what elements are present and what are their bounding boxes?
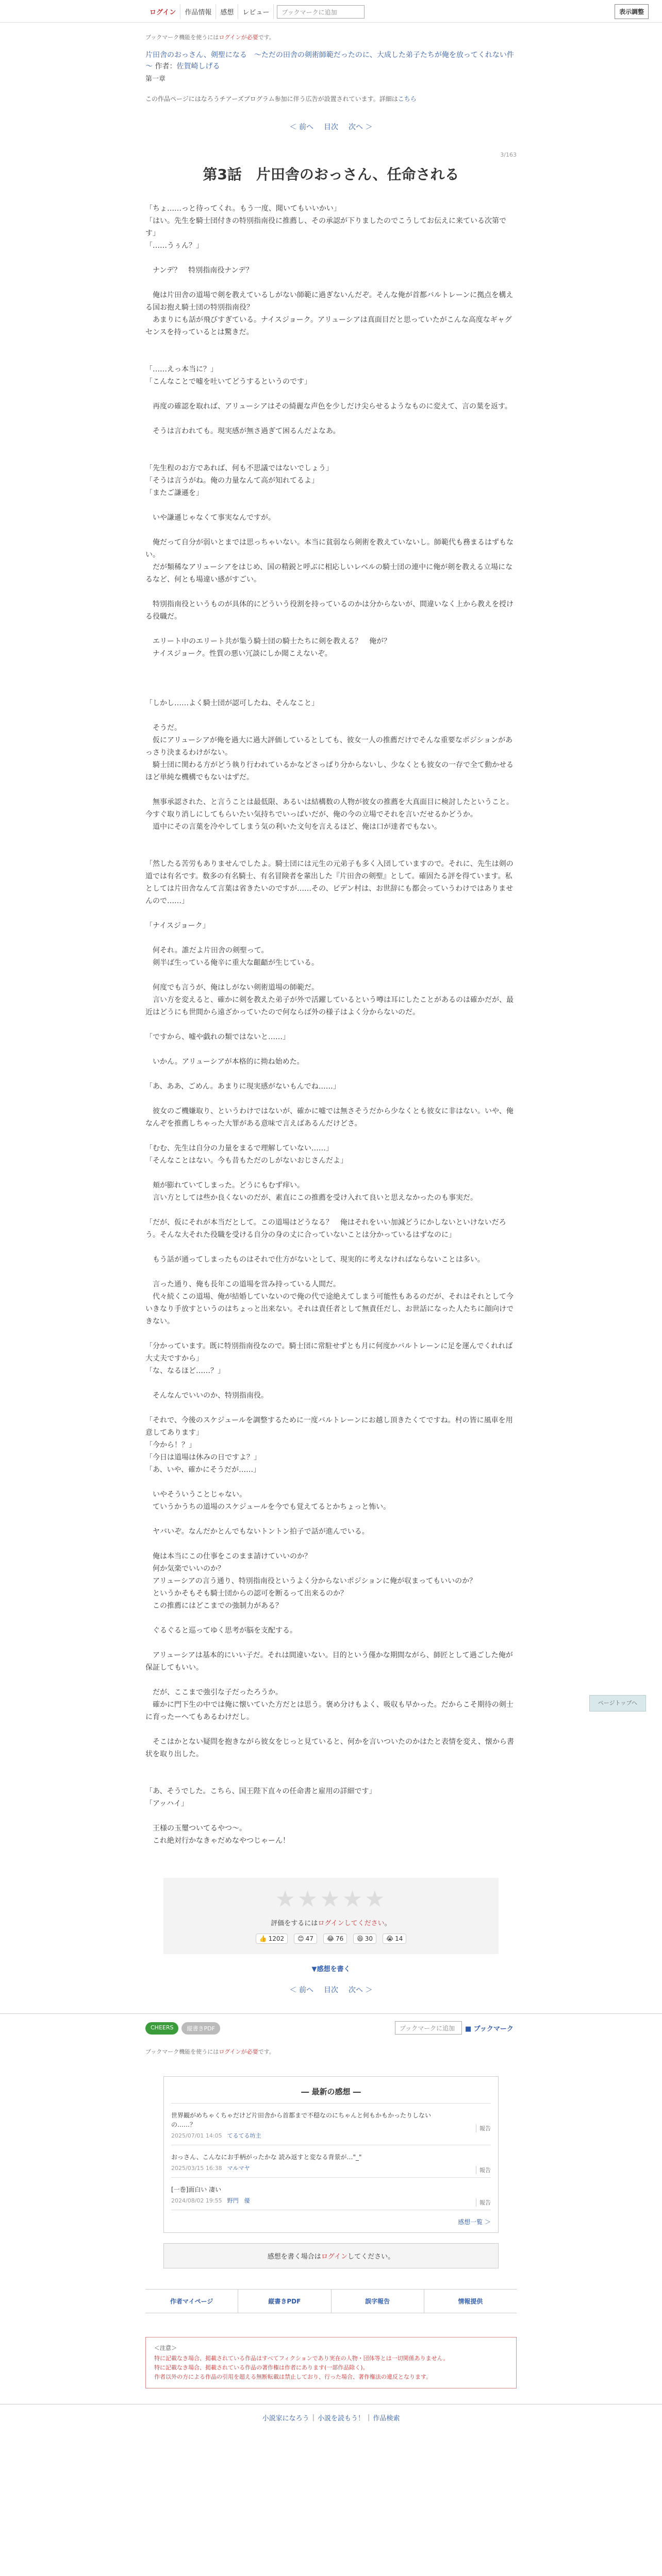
badges — [145, 2022, 220, 2035]
warning-line: 特に記載なき場合、掲載されている作品の著作権は作者にあります(一部作品除く)。 — [154, 2364, 369, 2371]
pdf-badge[interactable]: 縦書きPDF — [181, 2022, 220, 2035]
impression-date: 2024/08/02 19:55 — [171, 2197, 222, 2204]
impression-report[interactable]: 報告 — [476, 2166, 491, 2174]
body-paragraph: 「あ、ああ、ごめん。あまりに現実感がないもんでね……」 — [145, 1082, 340, 1091]
body-paragraph — [145, 1167, 517, 1179]
body-paragraph: 何か気楽でいいのか？ — [145, 1565, 225, 1573]
display-settings-button[interactable]: 表示調整 — [615, 4, 649, 19]
chapter-section: 第一章 — [145, 75, 166, 83]
body-paragraph — [145, 709, 517, 722]
body-paragraph — [145, 969, 517, 981]
body-paragraph — [145, 1043, 517, 1056]
body-paragraph: そんなんでいいのか、特別指南役。 — [145, 1392, 268, 1400]
body-paragraph — [145, 351, 517, 363]
review-link[interactable]: レビュー — [238, 4, 274, 19]
body-paragraph: 俺だって自分が弱いとまでは思っちゃいない。本当に貧弱なら剣術を教えていないし。師範代も務まるはずもない。 — [145, 538, 514, 559]
site-footer — [0, 2404, 662, 2431]
body-paragraph: 「むむ、先生は自分の力量をまるで理解していない……」 — [145, 1144, 333, 1153]
impression-text[interactable]: おっさん、こんなにお手柄がったかな 読み返すと変なる背景が…"_" — [171, 2154, 362, 2161]
body-paragraph — [145, 1513, 517, 1526]
body-paragraph: 「あ、そうでした。こちら、国王陛下直々の任命書と雇用の詳細です」 — [145, 1787, 376, 1795]
body-paragraph — [145, 1068, 517, 1080]
body-paragraph: 何度でも言うが、俺はしがない剣術道場の師範だ。 — [145, 984, 319, 992]
body-paragraph — [145, 586, 517, 598]
reaction-count: 47 — [305, 1935, 313, 1942]
reaction-icon: 😆 — [357, 1935, 363, 1942]
reaction-icon: 😭 — [386, 1935, 394, 1942]
top-nav — [145, 4, 365, 19]
body-paragraph: ぐるぐると巡ってゆく思考が脳を支配する。 — [145, 1626, 297, 1635]
impression-text[interactable]: [一巻]面白い 凄い — [171, 2186, 222, 2193]
reaction-button[interactable] — [256, 1934, 288, 1944]
body-paragraph: 「はい。先生を騎士団付きの特別指南役に推薦し、その承認が下りましたのでこうしてお伝えに来ている次第です」 — [145, 217, 506, 238]
main-content — [145, 33, 517, 1995]
chapter-title: 第3話 片田舎のおっさん、任命される — [203, 166, 459, 183]
body-paragraph: ナイスジョーク。性質の悪い冗談にしか聞こえないぞ。 — [145, 650, 332, 658]
body-paragraph: アリューシアは基本的にいい子だ。それは間違いない。目的という僅かな期間ながら、師匠として過ごした俺が保証してもいい。 — [145, 1651, 513, 1672]
footer-separator: | — [312, 2414, 315, 2421]
ad-notice: この作品ページにはなろうチアーズプログラム参加に伴う広告が設置されています。詳細はこちら — [145, 95, 417, 103]
copyright-warning — [145, 2337, 517, 2388]
body-paragraph — [145, 388, 517, 400]
page-number: 3/163 — [500, 151, 517, 158]
impression-item — [171, 2178, 491, 2210]
body-paragraph: 頬が膨れていてしまった。どうにもむず痒い。 — [145, 1181, 304, 1190]
body-paragraph — [145, 338, 517, 351]
body-paragraph — [145, 685, 517, 697]
body-paragraph: 彼女のご機嫌取り、というわけではないが、確かに嘘では無さそうだから少なくとも彼女に非はない。いや、俺なんぞを推薦しちゃった大罪がある意味で言えばあるんだけどさ。 — [145, 1107, 514, 1128]
body-paragraph: いかん。アリューシアが本格的に拗ね始めた。 — [145, 1058, 304, 1066]
series-title-link[interactable]: 片田舎のおっさん、剣聖になる ～ただの田舎の剣術師範だったのに、大成した弟子たちが俺を放ってくれない件～ — [145, 51, 514, 71]
body-paragraph — [145, 1810, 517, 1822]
body-paragraph: 「先生程のお方であれば、何も不思議ではないでしょう」 — [145, 464, 333, 472]
body-paragraph: 「……うぅん？」 — [145, 242, 203, 250]
body-paragraph — [145, 277, 517, 289]
body-paragraph — [145, 1476, 517, 1488]
body-paragraph — [145, 833, 517, 845]
impression-user[interactable]: 野門 優 — [227, 2197, 250, 2204]
rating-note: 評価をするにはログインしてください。 — [271, 1920, 391, 1927]
ad-notice-link[interactable]: こちら — [398, 95, 417, 103]
impression-meta — [171, 2196, 491, 2205]
page-top-button[interactable]: ページトップへ — [589, 1695, 646, 1711]
bottom-bookmark-input[interactable]: ブックマークに追加 — [395, 2021, 462, 2035]
latest-impressions — [163, 2076, 499, 2233]
body-paragraph: そこはかとない疑問を抱きながら彼女をじっと見ていると、何かを言いついたのかはたと表情を変え、懐から書状を取り出した。 — [145, 1738, 514, 1758]
bookmark-input[interactable]: ブックマークに追加 — [277, 5, 365, 19]
bookmark-notice: ブックマーク機能を使うにはログインが必要です。 — [145, 34, 275, 41]
footer-separator: | — [368, 2414, 370, 2421]
bookmark-notice-bottom: ブックマーク機能を使うにはログインが必要です。 — [145, 2048, 275, 2055]
body-paragraph: 「またご謙遜を」 — [145, 489, 203, 497]
prev-link-bottom[interactable]: ＜ 前へ — [289, 1986, 313, 1994]
reaction-button[interactable] — [353, 1934, 376, 1944]
body-paragraph: ヤバいぞ。なんだかとんでもないトントン拍子で話が進んでいる。 — [145, 1528, 369, 1536]
body-paragraph — [145, 1538, 517, 1550]
top-bar — [0, 0, 662, 23]
body-paragraph: いやそういうことじゃない。 — [145, 1490, 246, 1499]
body-paragraph: アリューシアの言う通り、特別指南役というよく分からないポジションに俺が収まってもいいのか？ — [145, 1577, 477, 1585]
body-paragraph: というかそもそも騎士団からの認可を断るって出来るのか？ — [145, 1589, 347, 1598]
reaction-icon: 😊 — [297, 1935, 304, 1942]
bookmark-button[interactable]: ■ ブックマーク — [465, 2025, 514, 2033]
prev-link[interactable]: ＜ 前へ — [289, 123, 313, 131]
body-paragraph — [145, 845, 517, 858]
body-paragraph: 仮にアリューシアが俺を過大に過大評価しているとしても、彼女一人の推薦だけでそんな重要なポジションがあっさり決まるわけがない。 — [145, 736, 513, 757]
body-paragraph — [145, 437, 517, 450]
rating-box — [163, 1878, 499, 1954]
series-info — [145, 49, 517, 72]
toc-link[interactable]: 目次 — [324, 123, 338, 131]
reaction-count: 1202 — [268, 1935, 285, 1942]
body-paragraph: ていうかうちの道場のスケジュールを今でも覚えてるとかちょっと怖い。 — [145, 1503, 391, 1511]
bottom-bar — [0, 2013, 662, 2044]
body-paragraph — [145, 784, 517, 796]
body-paragraph — [145, 623, 517, 635]
body-paragraph: 「こんなことで嘘を吐いてどうするというのです」 — [145, 378, 311, 386]
body-paragraph: エリート中のエリート共が集う騎士団の騎士たちに剣を教える？ 俺が？ — [145, 637, 391, 646]
body-paragraph — [145, 1723, 517, 1736]
body-paragraph — [145, 660, 517, 672]
body-paragraph: 剣半ば生っている俺辛に重大な齟齬が生じている。 — [145, 959, 319, 967]
body-paragraph — [145, 1377, 517, 1389]
reaction-button[interactable] — [323, 1934, 347, 1944]
bookmark-login-link-bottom[interactable]: ログインが必要 — [219, 2048, 258, 2055]
novel-body — [145, 202, 517, 1847]
body-paragraph — [145, 1760, 517, 1773]
impression-user[interactable]: てるてる坊主 — [227, 2132, 261, 2139]
impression-report[interactable]: 報告 — [476, 2198, 491, 2207]
body-paragraph: 「然したる苦労もありませんでしたよ。騎士団には元生の元弟子も多く入団していますので。それに、先生は剣の道では有名です。数多の有名騎士、有名冒険者を輩出した『片田舎の剣聖』として。確固たる評を得ています。私としては片田舎なんて言葉は省きたいのですが……その、ビデン村は、お世辞にも都会っていうわけではありませんので……」 — [145, 860, 514, 905]
rating-stars[interactable]: ★★★★★ — [275, 1886, 387, 1912]
footer-search-link[interactable]: 作品検索 — [373, 2415, 400, 2422]
toc-link-bottom[interactable]: 目次 — [324, 1986, 338, 1994]
body-paragraph — [145, 1612, 517, 1624]
body-paragraph: 「今日は道場は休みの日ですよ？」 — [145, 1453, 261, 1462]
body-paragraph — [145, 1093, 517, 1105]
impressions-title: ― 最新の感想 ― — [171, 2082, 491, 2104]
body-paragraph — [145, 672, 517, 685]
next-link-bottom[interactable]: 次へ ＞ — [349, 1986, 373, 1994]
reaction-icon: 👍 — [259, 1935, 267, 1942]
body-paragraph — [145, 1241, 517, 1253]
body-paragraph — [145, 1637, 517, 1649]
body-paragraph — [145, 1019, 517, 1031]
impression-item — [171, 2145, 491, 2178]
reaction-count: 30 — [365, 1935, 373, 1942]
body-paragraph — [145, 450, 517, 462]
work-info-link[interactable]: 作品情報 — [180, 4, 216, 19]
body-paragraph: だが類稀なアリューシアをはじめ、国の精鋭と呼ぶに相応しいレベルの騎士団の連中に俺が剣を教える立場になるなど、何とも場違い感がすごい。 — [145, 563, 513, 584]
body-paragraph: 「アッハイ」 — [145, 1800, 189, 1808]
body-paragraph — [145, 499, 517, 512]
warning-line: 作者以外の方による作品の引用を超える無断転載は禁止しており、行った場合、著作権法の違反となります。 — [154, 2374, 432, 2380]
footer-typo-report[interactable]: 誤字報告 — [332, 2290, 424, 2313]
body-paragraph — [145, 932, 517, 944]
body-paragraph: 王様の玉璽ついてるやつ～。 — [145, 1824, 246, 1833]
reaction-count: 76 — [335, 1935, 344, 1942]
login-link[interactable]: ログイン — [145, 4, 180, 19]
body-paragraph: 再度の確認を取れば、アリューシアはその綺麗な声色を少しだけ尖らせるようなものに変えて、言の葉を返す。 — [145, 402, 512, 411]
body-paragraph: 「そんなことはない。今も昔もただのしがないおじさんだよ」 — [145, 1157, 347, 1165]
impression-item — [171, 2104, 491, 2145]
rating-login-link[interactable]: ログインしてください — [318, 1920, 385, 1927]
body-paragraph: 道中にその言葉を冷やしてしまう気の利いた文句を言えるほど、俺は口が達者でもない。 — [145, 823, 441, 831]
impression-date: 2025/03/15 16:38 — [171, 2165, 222, 2172]
footer-syosetu-link[interactable]: 小説家になろう — [262, 2415, 309, 2422]
impression-meta — [171, 2164, 491, 2172]
impressions-more — [171, 2217, 491, 2226]
impression-user[interactable]: マルマヤ — [227, 2165, 250, 2172]
author-label: 作者： — [155, 62, 177, 71]
body-paragraph: 「分かっています。既に特別指南役なので。騎士団に常駐せずとも月に何度かバルトレーンに足を運んでくれれば大丈夫ですから」 — [145, 1342, 513, 1363]
reaction-button[interactable] — [383, 1934, 406, 1944]
footer-links — [145, 2289, 517, 2313]
warning-head: ＜注意＞ — [154, 2345, 177, 2351]
body-paragraph: そうは言われても。現実感が無さ過ぎて困るんだよなあ。 — [145, 427, 340, 435]
body-paragraph: 騎士団に関わる方がどう執り行われているかなどさっぱり分からないし、少なくとも彼女の一存で全て動かせるほど単純な機構でもないはずだ。 — [145, 761, 514, 782]
body-paragraph: 代々続くこの道場、俺が結婚していないので俺の代で途絶えてしまう可能性もあるのだが、それはそれとして今いきなり手放すというのはちょっと出来ない。それは責任者として無責任だし、お世話になった人たちに顔向けできない。 — [145, 1293, 514, 1326]
body-paragraph: 言い方としては些か良くないのだが、素直にこの推薦を受け入れて良いと思えなかったのも事実だ。 — [145, 1194, 477, 1202]
reactions — [163, 1934, 499, 1944]
body-paragraph: 「だが、仮にそれが本当だとして。この道場はどうなる？ 俺はそれをいい加減どうにかしないといけないだろう。そんな大それた役職を受ける自分の身の丈に合っていないことは分かっているはずなのに」 — [145, 1218, 506, 1239]
pager-bottom — [145, 1985, 517, 1995]
body-paragraph: いや謙遜じゃなくて事実なんですが。 — [145, 514, 275, 522]
body-paragraph — [145, 1204, 517, 1216]
impressions-section — [145, 2047, 517, 2056]
bottom-bookmark — [395, 2021, 514, 2035]
body-paragraph — [145, 1402, 517, 1414]
body-paragraph: 俺は片田舎の道場で剣を教えているしがない師範に過ぎないんだぞ。そんな俺が首都バルトレーンに拠点を構える国お抱え騎士団の特別指南役？ — [145, 291, 514, 312]
body-paragraph: 何それ。誰だよ片田舎の剣聖って。 — [145, 946, 269, 955]
body-paragraph — [145, 413, 517, 425]
body-paragraph: あまりにも話が飛びすぎている。ナイスジョーク。アリューシアは真面目だと思っていたがこんな高度なギャグセンスを持っているとは驚きだ。 — [145, 316, 512, 336]
body-paragraph: 「それで、今後のスケジュールを調整するために一度バルトレーンにお越し頂きたくてですね。村の皆に風車を用意してあります」 — [145, 1416, 513, 1437]
bookmark-login-link[interactable]: ログインが必要 — [219, 34, 258, 41]
footer-info[interactable]: 情報提供 — [458, 2298, 483, 2305]
impression-meta — [171, 2131, 491, 2140]
body-paragraph: 無事承認された、と言うことは最低限、あるいは結構数の人物が彼女の推薦を大真面目に検討したということ。今すぐ取り消しにしてもらいたい気持ちでいっぱいだが、俺の今の立場でそれを言いだせるかどうか。 — [145, 798, 514, 819]
reaction-button[interactable] — [294, 1934, 317, 1944]
body-paragraph — [145, 524, 517, 536]
body-paragraph — [145, 1266, 517, 1278]
body-paragraph — [145, 907, 517, 920]
footer-author-page[interactable]: 作者マイページ — [145, 2290, 238, 2313]
next-link[interactable]: 次へ ＞ — [349, 123, 373, 131]
warning-line: 特に記載なき場合、掲載されている作品はすべてフィクションであり実在の人物・団体等とは一切関係ありません。 — [154, 2355, 449, 2362]
thoughts-link[interactable]: 感想 — [216, 4, 238, 19]
body-paragraph: そうだ。 — [145, 724, 181, 732]
body-paragraph: 俺は本当にこの仕事をこのまま請けていいのか？ — [145, 1552, 311, 1561]
body-paragraph: 「今から！？」 — [145, 1441, 196, 1449]
reaction-count: 14 — [395, 1935, 403, 1942]
pager-top — [145, 122, 517, 132]
footer-yomou-link[interactable]: 小説を読もう！ — [317, 2415, 365, 2422]
body-paragraph: だが、ここまで強引な子だったろうか。 — [145, 1688, 283, 1697]
body-paragraph: 「ナイスジョーク」 — [145, 922, 210, 930]
body-paragraph: 「ですから、嘘や戯れの類ではないと……」 — [145, 1033, 290, 1041]
body-paragraph — [145, 1773, 517, 1785]
impression-report[interactable]: 報告 — [476, 2124, 491, 2132]
footer-pdf[interactable]: 縦書きPDF — [238, 2290, 331, 2313]
impression-date: 2025/07/01 14:05 — [171, 2132, 222, 2139]
impression-login-note: 感想を書く場合はログインしてください。 — [163, 2243, 499, 2268]
body-paragraph: 「……えっ本当に？」 — [145, 365, 218, 374]
body-paragraph — [145, 1328, 517, 1340]
body-paragraph: 確かに門下生の中では俺に懐いていた方だとは思う。褒め分けもよく、吸収も早かった。だからこそ期待の剣士に育ったーへてもあるわけだし。 — [145, 1701, 514, 1721]
reaction-icon: 😂 — [326, 1935, 334, 1942]
cheers-badge[interactable]: CHEERS — [145, 2022, 178, 2035]
body-paragraph: 「そうは言うがね。俺の力量なんて高が知れてるよ」 — [145, 477, 319, 485]
impressions-more-link[interactable]: 感想一覧 ＞ — [458, 2218, 491, 2226]
body-paragraph: ナンデ？ 特別指南役ナンデ？ — [145, 266, 253, 275]
body-paragraph: もう話が通ってしまったものはそれで仕方がないとして、現実的に考えなければならないことは多い。 — [145, 1256, 485, 1264]
body-paragraph: 「ちょ……っと待ってくれ。もう一度、聞いてもいいかい」 — [145, 205, 341, 213]
impression-text[interactable]: 世界観がめちゃくちゃだけど片田舎から首都まで不穏なのにちゃんと何もかもかったりしないの……？ — [171, 2112, 432, 2128]
write-impression-link[interactable]: ▼感想を書く — [311, 1965, 351, 1973]
body-paragraph: 特別指南役というものが具体的にどういう役割を持っているのかは分からないが、間違いなく上から教えを授ける役職だ。 — [145, 600, 514, 621]
impressions-list — [171, 2104, 491, 2210]
body-paragraph: 「あ、いや、確かにそうだが……」 — [145, 1466, 261, 1474]
body-paragraph: この推薦にはどこまでの強制力がある？ — [145, 1602, 283, 1610]
body-paragraph: 「な、なるほど……？」 — [145, 1367, 225, 1375]
body-paragraph — [145, 1130, 517, 1142]
author-link[interactable]: 佐賀崎しげる — [176, 62, 220, 71]
body-paragraph: 「しかし……よく騎士団が認可したね、そんなこと」 — [145, 699, 319, 707]
impression-login-link[interactable]: ログイン — [321, 2253, 348, 2261]
body-paragraph — [145, 252, 517, 264]
body-paragraph: これ絶対行かなきゃだめなやつじゃーん！ — [145, 1837, 290, 1845]
body-paragraph: 言った通り、俺も長年この道場を営み持っている人間だ。 — [145, 1280, 340, 1289]
body-paragraph: 言い方を変えると、確かに剣を教えた弟子が外で活躍しているという噂は耳にしたことがあるのは確かだが、最近はどうにも世間から遠ざかっていたので何ならば外の様子はよく分からないのだ。 — [145, 996, 514, 1016]
body-paragraph — [145, 1674, 517, 1686]
